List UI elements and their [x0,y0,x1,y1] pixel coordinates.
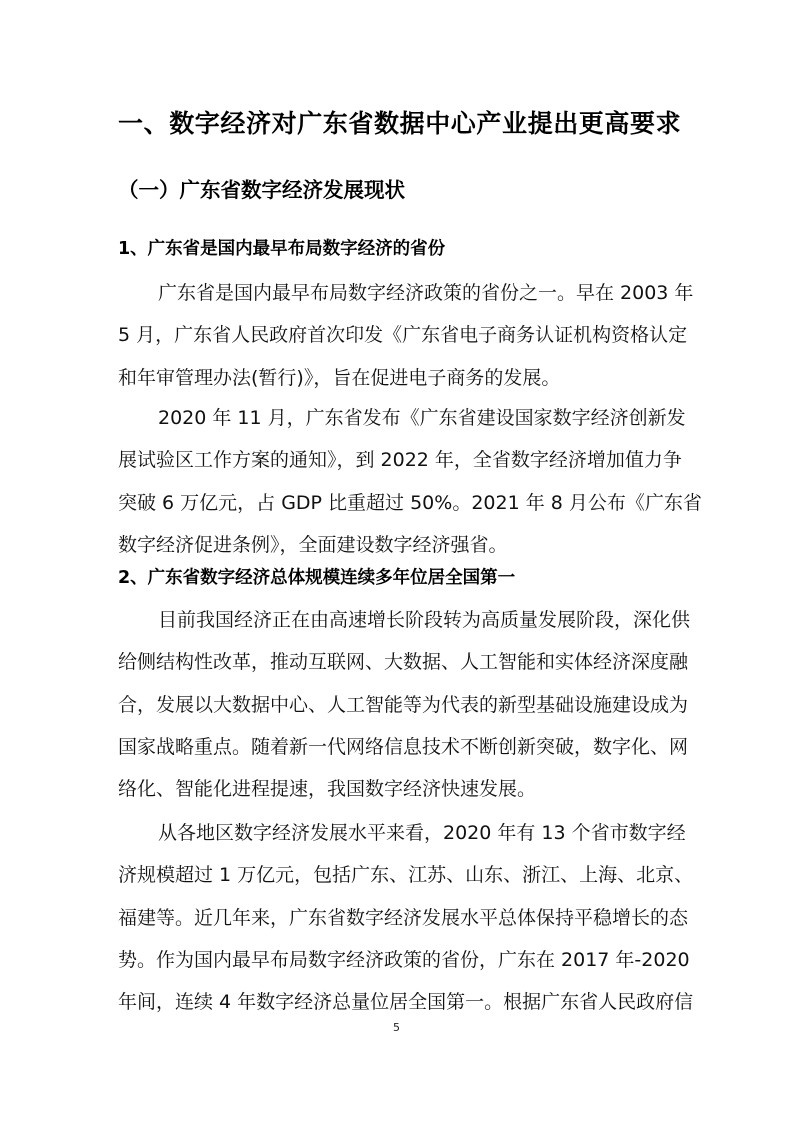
paragraph-1 [118,272,694,399]
paragraph-line: 给侧结构性改革，推动互联网、大数据、人工智能和实体经济深度融 [118,651,689,674]
paragraph-line: 展试验区工作方案的通知》，到 2022 年，全省数字经济增加值力争 [118,449,682,472]
paragraph-line: 和年审管理办法(暂行)》，旨在促进电子商务的发展。 [118,366,561,389]
section-heading-2: 2、广东省数字经济总体规模连续多年位居全国第一 [118,568,516,588]
section-heading-1: 1、广东省是国内最早布局数字经济的省份 [118,239,446,259]
paragraph-line: 广东省是国内最早布局数字经济政策的省份之一。早在 2003 年 [158,282,694,304]
paragraph-line: 国家战略重点。随着新一代网络信息技术不断创新突破，数字化、网 [118,735,689,758]
chapter-title: 一、数字经济对广东省数据中心产业提出更高要求 [118,109,682,138]
page-number: 5 [393,1021,400,1034]
paragraph-line: 突破 6 万亿元，占 GDP 比重超过 50%。2021 年 8 月公布《广东省 [118,491,702,514]
paragraph-line: 势。作为国内最早布局数字经济政策的省份，广东在 2017 年-2020 [118,948,690,971]
section-subheading: （一）广东省数字经济发展现状 [118,178,405,202]
paragraph-line: 2020 年 11 月，广东省发布《广东省建设国家数字经济创新发 [158,407,686,429]
paragraph-3 [118,599,691,810]
paragraph-line: 年间，连续 4 年数字经济总量位居全国第一。根据广东省人民政府信 [118,991,694,1014]
paragraph-line: 福建等。近几年来，广东省数字经济发展水平总体保持平稳增长的态 [118,906,689,929]
paragraph-line: 济规模超过 1 万亿元，包括广东、江苏、山东、浙江、上海、北京、 [118,864,694,887]
paragraph-line: 5 月，广东省人民政府首次印发《广东省电子商务认证机构资格认定 [118,324,688,347]
paragraph-line: 目前我国经济正在由高速增长阶段转为高质量发展阶段，深化供 [158,609,691,631]
paragraph-4 [118,812,694,1023]
paragraph-2 [118,397,702,566]
paragraph-line: 从各地区数字经济发展水平来看，2020 年有 13 个省市数字经 [158,822,686,844]
paragraph-line: 络化、智能化进程提速，我国数字经济快速发展。 [118,778,537,801]
paragraph-line: 数字经济促进条例》，全面建设数字经济强省。 [118,533,508,556]
paragraph-line: 合，发展以大数据中心、人工智能等为代表的新型基础设施建设成为 [118,693,689,716]
